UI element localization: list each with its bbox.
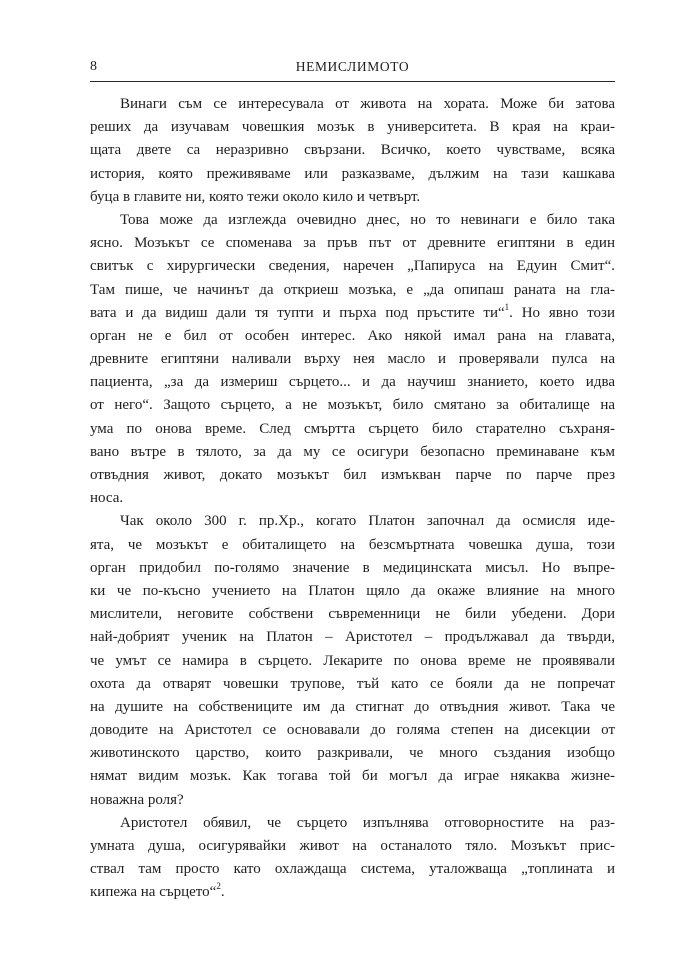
text-line: Винаги съм се интересувала от живота на хората. Може би затова [120,96,615,112]
text-line: отвъдния живот, докато мозъкът бил измъкван парче по парче през [90,467,615,483]
text-line: древните египтяни наливали върху нея масло и проверявали пулса на [90,351,615,368]
text-line: животинското царство, които разкривали, че много създания изобщо [90,745,615,762]
paragraph [90,93,615,209]
text-line: ствал там просто като охлаждаща система, уталожваща „топлината и [90,861,615,878]
text-line: реших да изучавам човешкия мозък в университета. В края на краи- [90,119,615,136]
text-line: история, която преживяваме или разказваме, дължим на тази кашкава [90,165,615,182]
body-text [90,93,615,905]
text-line-part: . Но явно този [509,304,615,321]
text-line-part: вата и да видиш дали тя тупти и пърха под пръстите ти“ [90,304,505,321]
running-title: НЕМИСЛИМОТО [295,59,410,74]
text-line-part: кипежа на сърцето“ [90,884,217,901]
text-line: охота да отварят човешки трупове, тъй като се бояли да не попречат [90,675,615,692]
text-line: пациента, „за да измериш сърцето... и да научиш знанието, което идва [90,374,615,391]
text-line-with-footnote [90,881,615,904]
text-line: носа. [90,490,124,507]
text-line: свитък с хирургически сведения, наречен „Папируса на Едуин Смит“. [90,258,615,275]
text-line: Там пише, че начинът да откриеш мозъка, е „да опипаш раната на гла- [90,281,615,298]
text-line: орган придобил по-голямо значение в медицинската мисъл. Но въпре- [90,559,615,576]
text-line-part: . [220,884,225,901]
text-line: ума по онова време. След смъртта сърцето било старателно съхраня- [90,420,615,437]
text-line: от него“. Защото сърцето, а не мозъкът, било смятано за обиталище на [90,397,615,414]
text-line: новажна роля? [90,791,184,808]
text-line: ята, че мозъкът е обиталището на безсмъртната човешка душа, този [90,536,615,553]
text-line: Чак около 300 г. пр.Хр., когато Платон започнал да осмисля иде- [120,513,615,530]
text-line: най-добрият ученик на Платон – Аристотел – продължавал да твърди, [90,629,615,646]
text-line-with-footnote [90,302,615,325]
text-line: вано вътре в тялото, за да му се осигури безопасно преминаване към [90,443,615,460]
text-line: на душите на собствениците им да стигнат до отвъдния живот. Така че [90,698,615,715]
text-line: че умът се намира в сърцето. Лекарите по онова време не проявявали [90,652,615,669]
paragraph [90,812,615,905]
text-line: ки че по-късно учението на Платон щяло да окаже влияние на много [90,582,615,599]
running-header [90,57,615,82]
paragraph [90,510,615,811]
text-line: умната душа, осигурявайки живот на останалото тяло. Мозъкът прис- [90,838,615,854]
text-line: щата двете са неразривно свързани. Всичко, което чувстваме, всяка [90,142,615,159]
text-line: буца в главите ни, която тежи около кило и четвърт. [90,188,421,205]
text-line: орган не е бил от особен интерес. Ако някой имал рана на главата, [90,327,615,344]
text-line: Това може да изглежда очевидно днес, но то невинаги е било така [120,211,615,228]
text-line: нямат видим мозък. Как тогава той би могъл да играе някаква жизне- [90,768,615,785]
text-line: Аристотел обявил, че сърцето изпълнява отговорностите на раз- [120,814,615,831]
text-line: доводите на Аристотел се основавали до голяма степен на дисекции от [90,722,615,739]
footnote-marker: 1 [504,301,510,312]
footnote-marker: 2 [216,881,221,892]
paragraph [90,209,615,510]
text-line: ясно. Мозъкът се споменава за пръв път от древните египтяни в един [90,235,615,252]
text-line: мислители, неговите собствени съвременници не били убедени. Дори [90,606,615,623]
page-number: 8 [90,59,97,74]
